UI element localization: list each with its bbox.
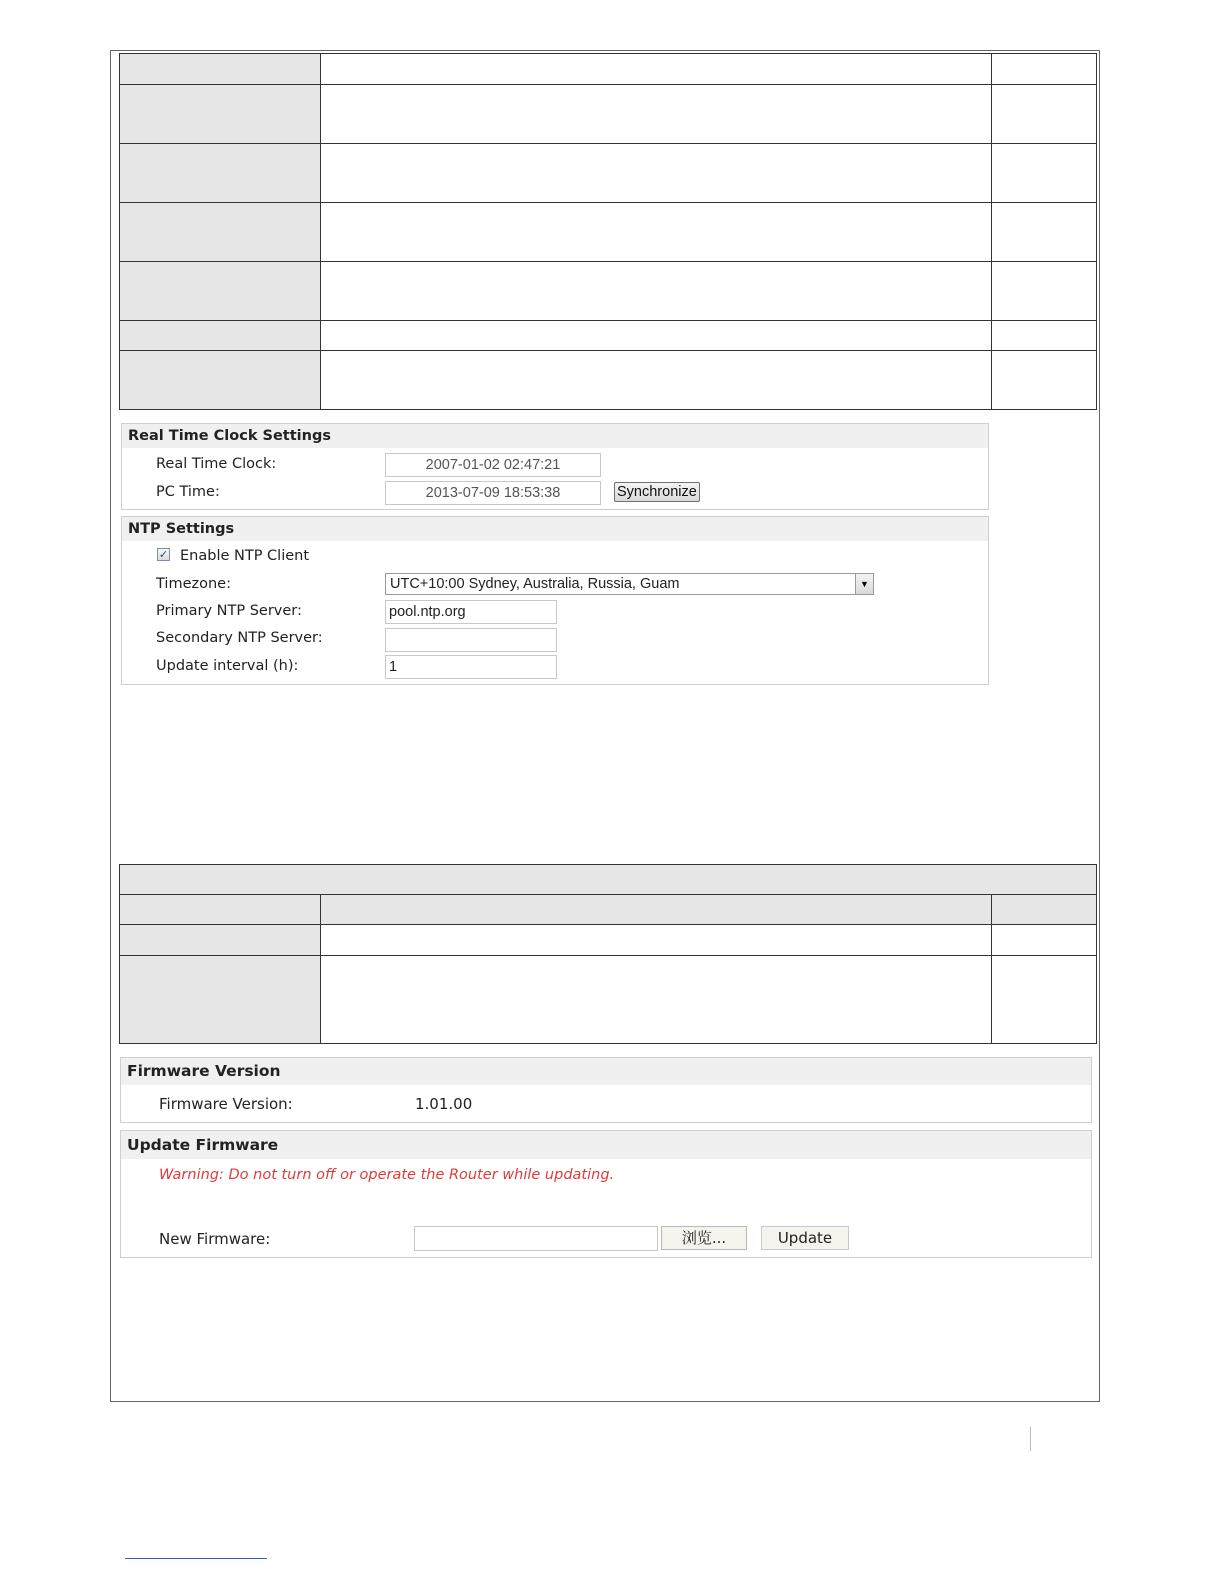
firmware-version-panel [120, 1057, 1092, 1123]
table-row [120, 321, 1097, 351]
primary-ntp-input[interactable]: pool.ntp.org [385, 600, 557, 624]
parameter-table-bottom [119, 864, 1097, 1044]
update-firmware-title: Update Firmware [121, 1131, 1091, 1159]
table-row [120, 85, 1097, 144]
table-row [120, 865, 1097, 895]
table-row [120, 203, 1097, 262]
browse-button[interactable]: 浏览... [661, 1226, 747, 1250]
timezone-selected-value: UTC+10:00 Sydney, Australia, Russia, Guam [390, 576, 680, 592]
firmware-version-title: Firmware Version [121, 1058, 1091, 1085]
footer-divider [1030, 1427, 1031, 1451]
rtc-panel-title: Real Time Clock Settings [122, 424, 988, 448]
firmware-version-label: Firmware Version: [159, 1095, 293, 1113]
update-button[interactable]: Update [761, 1226, 849, 1250]
secondary-ntp-label: Secondary NTP Server: [156, 630, 323, 646]
table-row [120, 262, 1097, 321]
new-firmware-label: New Firmware: [159, 1230, 271, 1248]
table-row [120, 144, 1097, 203]
update-interval-label: Update interval (h): [156, 658, 299, 674]
parameter-table-top [119, 53, 1097, 410]
primary-ntp-label: Primary NTP Server: [156, 603, 302, 619]
table-row [120, 351, 1097, 410]
footer-underline [125, 1558, 267, 1559]
synchronize-button[interactable]: Synchronize [614, 482, 700, 502]
update-warning-text: Warning: Do not turn off or operate the Router while updating. [159, 1167, 615, 1183]
table-row [120, 956, 1097, 1044]
table-row [120, 895, 1097, 925]
secondary-ntp-input[interactable] [385, 628, 557, 652]
pc-time-value-field: 2013-07-09 18:53:38 [385, 481, 601, 505]
firmware-version-value: 1.01.00 [415, 1095, 473, 1113]
pc-time-label: PC Time: [156, 484, 220, 500]
table-row [120, 54, 1097, 85]
rtc-value-field: 2007-01-02 02:47:21 [385, 453, 601, 477]
enable-ntp-label: Enable NTP Client [180, 548, 310, 564]
timezone-label: Timezone: [156, 576, 231, 592]
new-firmware-file-input[interactable] [414, 1226, 658, 1251]
table-row [120, 925, 1097, 956]
chevron-down-icon[interactable]: ▼ [855, 574, 873, 594]
timezone-select[interactable] [385, 573, 874, 595]
enable-ntp-checkbox[interactable]: ✓ [158, 548, 169, 561]
rtc-label: Real Time Clock: [156, 456, 277, 472]
ntp-panel-title: NTP Settings [122, 517, 988, 541]
update-interval-input[interactable]: 1 [385, 655, 557, 679]
